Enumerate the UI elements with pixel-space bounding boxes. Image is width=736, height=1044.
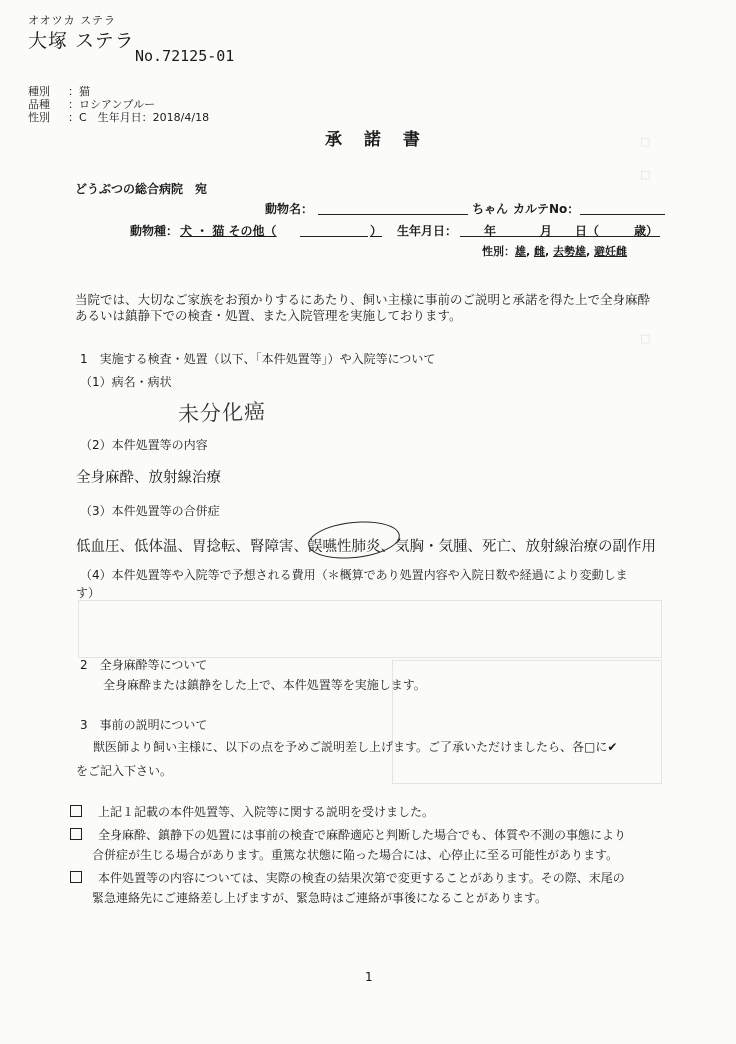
section-1-2-label: （2）本件処置等の内容 <box>80 438 208 452</box>
info-key: 品種 <box>28 98 50 111</box>
day-label: 日（ <box>575 224 600 238</box>
form-title: 承 諾 書 <box>325 130 428 150</box>
treatment-text: 全身麻酔、放射線治療 <box>76 470 221 486</box>
karte-number-field[interactable] <box>580 214 665 215</box>
species-label: 動物種： <box>130 224 179 238</box>
info-value: ：猫 <box>68 85 90 98</box>
year-label: 年 <box>484 224 497 238</box>
patient-name: 大塚 ステラ <box>28 30 135 52</box>
info-value: ：ロシアンブルー <box>68 98 156 111</box>
species-other-field[interactable] <box>300 236 368 237</box>
sex-option-male[interactable]: 雄 <box>515 245 526 258</box>
checklist-item-1 <box>70 803 434 820</box>
info-key: 性別 <box>28 111 50 124</box>
checklist-item-3-cont: 緊急連絡先にご連絡差し上げますが、緊急時はご連絡が事後になることがあります。 <box>92 891 548 905</box>
animal-name-label: 動物名： <box>265 202 314 216</box>
info-row-sex <box>28 109 209 125</box>
complications-text: 低血圧、低体温、胃捻転、腎障害、誤嚥性肺炎、気胸・気腫、死亡、放射線治療の副作用 <box>76 539 656 555</box>
sex-row: 性別：雄, 雌, 去勢雄, 避妊雌 <box>482 245 628 258</box>
section-3-body-line-2: をご記入下さい。 <box>76 764 173 778</box>
intro-line-1: 当院では、大切なご家族をお預かりするにあたり、飼い主様に事前のご説明と承諾を得た上で全身麻酔 <box>75 292 651 307</box>
section-1-4-label: （4）本件処置等や入院等で予想される費用（＊概算であり処置内容や入院日数や経過により変動しま <box>80 568 628 582</box>
checkbox[interactable] <box>70 871 82 883</box>
section-1-4-label-cont: す） <box>76 586 101 600</box>
checkbox[interactable] <box>70 805 82 817</box>
section-3-heading: 3 事前の説明について <box>80 718 208 732</box>
bleed-through-text: □ <box>640 332 651 345</box>
bleed-through-text: □ <box>640 135 651 148</box>
sex-label: 性別： <box>482 245 515 258</box>
species-options[interactable]: 犬 ・ 猫 その他（ <box>180 224 277 238</box>
karte-label: カルテNo： <box>513 202 580 216</box>
animal-name-field[interactable] <box>318 214 468 215</box>
checkbox[interactable] <box>70 828 82 840</box>
bleed-through-box <box>392 660 662 784</box>
patient-name-kana: オオツカ ステラ <box>28 14 116 27</box>
bleed-through-text: □ <box>640 168 651 181</box>
intro-line-2: あるいは鎮静下での検査・処置、また入院管理を実施しております。 <box>75 308 462 323</box>
month-label: 月 <box>540 224 553 238</box>
sex-option-neutered-male[interactable]: 去勢雄 <box>553 245 587 258</box>
page-number: 1 <box>365 970 373 984</box>
info-key: 種別 <box>28 85 50 98</box>
section-2-heading: 2 全身麻酔等について <box>80 658 208 672</box>
info-value: ：C 生年月日：2018/4/18 <box>68 111 210 124</box>
bleed-through-box <box>78 600 662 658</box>
checklist-text: 上記１記載の本件処置等、入院等に関する説明を受けました。 <box>98 805 435 819</box>
sex-option-female[interactable]: 雌 <box>534 245 546 258</box>
checklist-text: 本件処置等の内容については、実際の検査の結果次第で変更することがあります。その際、末尾の <box>98 871 625 885</box>
section-2-body: 全身麻酔または鎮静をした上で、本件処置等を実施します。 <box>103 678 426 692</box>
birth-label: 生年月日： <box>397 224 458 238</box>
checklist-item-2-cont: 合併症が生じる場合があります。重篤な状態に陥った場合には、心停止に至る可能性があります。 <box>92 848 619 862</box>
sex-option-spayed-female[interactable]: 避妊雌 <box>594 245 628 258</box>
section-3-body-text: 獣医師より飼い主様に、以下の点を予めご説明差し上げます。ご了承いただけましたら、各□に <box>93 740 608 754</box>
checklist-item-3 <box>70 869 625 886</box>
diagnosis-handwritten: 未分化癌 <box>177 399 267 427</box>
chan-label: ちゃん <box>472 202 509 216</box>
age-label: 歳） <box>634 224 659 238</box>
hospital-addressee: どうぶつの総合病院 宛 <box>75 182 208 196</box>
patient-number: No.72125-01 <box>135 47 235 65</box>
checkmark-icon: ✔ <box>607 740 618 754</box>
section-1-heading: 1 実施する検査・処置（以下、「本件処置等」）や入院等について <box>80 352 436 366</box>
section-1-3-label: （3）本件処置等の合併症 <box>80 504 220 518</box>
section-3-body-line-1 <box>93 738 617 755</box>
checklist-text: 全身麻酔、鎮静下の処置には事前の検査で麻酔適応と判断した場合でも、体質や不測の事態により <box>98 828 627 842</box>
checklist-item-2 <box>70 826 626 843</box>
section-1-1-label: （1）病名・病状 <box>80 375 172 389</box>
species-close: ） <box>370 224 383 238</box>
